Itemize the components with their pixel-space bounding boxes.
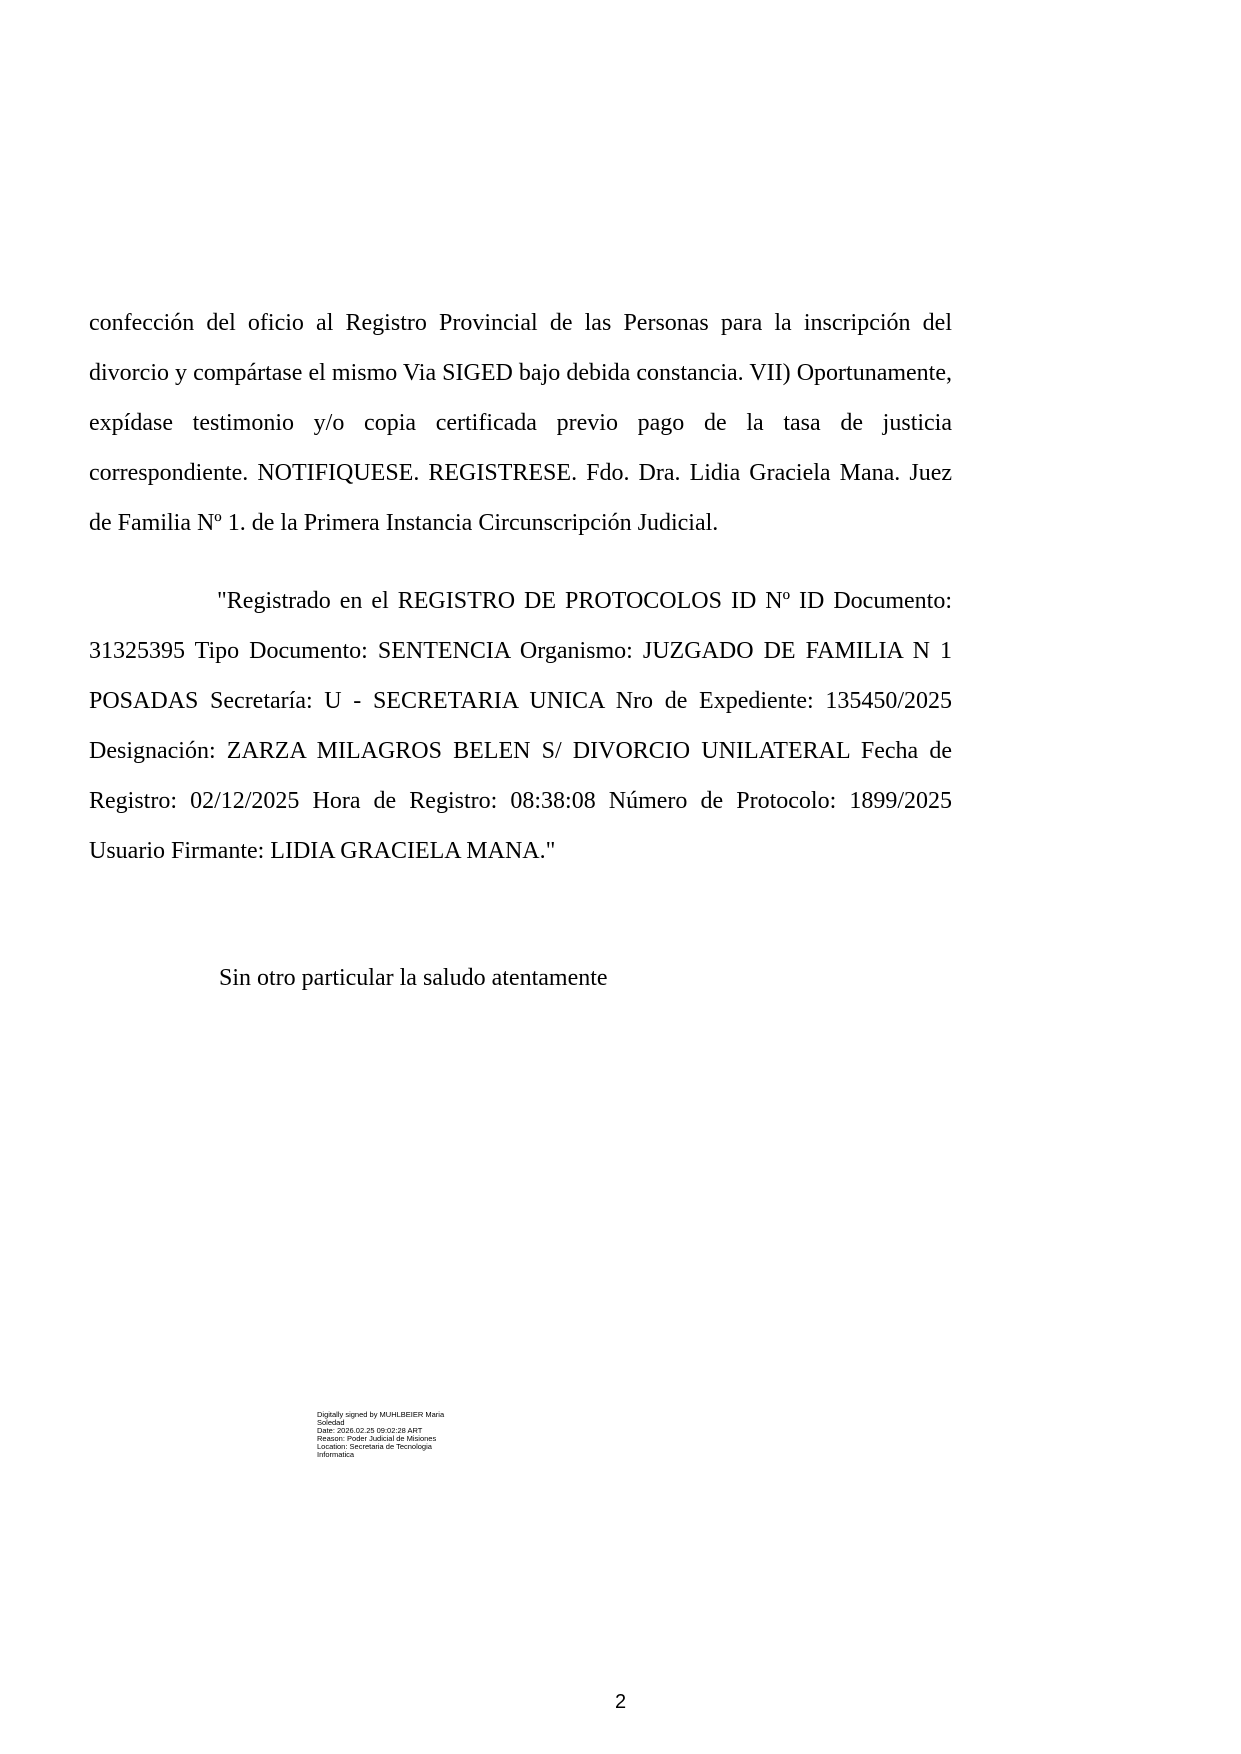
signature-line-date: Date: 2026.02.25 09:02:28 ART xyxy=(317,1426,423,1435)
signature-line-location-cont: Informatica xyxy=(317,1450,355,1459)
page-number: 2 xyxy=(614,1691,627,1713)
signature-line-signer-cont: Soledad xyxy=(317,1418,345,1427)
body-paragraph-1: confección del oficio al Registro Provincial de las Personas para la inscripción del divorcio y compártase el mismo Via SIGED bajo debida constancia. VII) Oportunamente, expídase testimonio y/o copia certificada previo pago de la tasa de justicia correspondiente. NOTIFIQUESE. REGISTRESE. Fdo. Dra. Lidia Graciela Mana. Juez de Familia Nº 1. de la Primera Instancia Circunscripción Judicial. xyxy=(89,310,952,536)
closing-line: Sin otro particular la saludo atentamente xyxy=(219,965,608,991)
signature-line-location: Location: Secretaria de Tecnologia xyxy=(317,1442,432,1451)
signature-line-reason: Reason: Poder Judicial de Misiones xyxy=(317,1434,437,1443)
body-paragraph-2-registry: "Registrado en el REGISTRO DE PROTOCOLOS ID Nº ID Documento: 31325395 Tipo Documento: SENTENCIA Organismo: JUZGADO DE FAMILIA N 1 POSADAS Secretaría: U - SECRETARIA UNICA Nro de Expediente: 135450/2025 Designación: ZARZA MILAGROS BELEN S/ DIVORCIO UNILATERAL Fecha de Registro: 02/12/2025 Hora de Registro: 08:38:08 Número de Protocolo: 1899/2025 Usuario Firmante: LIDIA GRACIELA MANA." xyxy=(89,588,952,864)
digital-signature-block xyxy=(317,1411,467,1459)
signature-line-signer: Digitally signed by MUHLBEIER Maria xyxy=(317,1410,445,1419)
